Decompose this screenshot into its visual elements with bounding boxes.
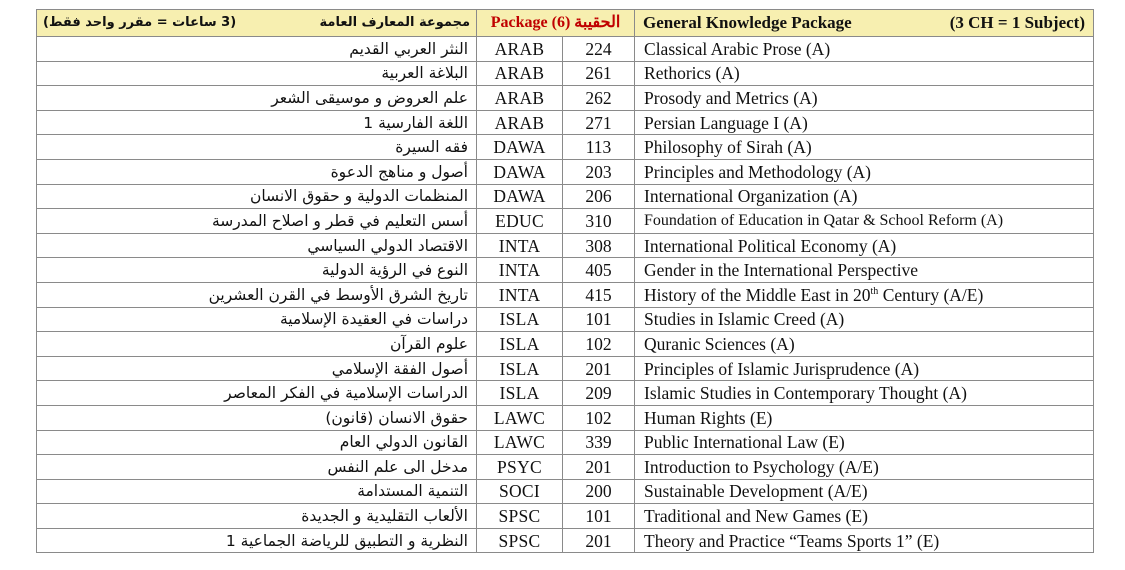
course-english-name: Human Rights (E) (635, 405, 1094, 430)
course-english-name: Philosophy of Sirah (A) (635, 135, 1094, 160)
course-english-name: Persian Language I (A) (635, 110, 1094, 135)
course-arabic-name: الألعاب التقليدية و الجديدة (37, 504, 477, 529)
course-number: 200 (563, 479, 635, 504)
course-number: 102 (563, 332, 635, 357)
course-number: 101 (563, 504, 635, 529)
course-table (36, 9, 1094, 553)
arabic-header-title: مجموعة المعارف العامة (319, 15, 470, 30)
course-number: 224 (563, 37, 635, 62)
course-arabic-name: النظرية و التطبيق للرياضة الجماعية 1 (37, 528, 477, 553)
course-number: 209 (563, 381, 635, 406)
course-code: SOCI (477, 479, 563, 504)
course-number: 201 (563, 356, 635, 381)
course-code: DAWA (477, 159, 563, 184)
course-code: INTA (477, 282, 563, 307)
course-number: 339 (563, 430, 635, 455)
course-arabic-name: دراسات في العقيدة الإسلامية (37, 307, 477, 332)
course-arabic-name: حقوق الانسان (قانون) (37, 405, 477, 430)
table-row (37, 332, 1094, 357)
course-english-name: Public International Law (E) (635, 430, 1094, 455)
english-header-title: General Knowledge Package (643, 13, 852, 32)
course-arabic-name: أصول الفقة الإسلامي (37, 356, 477, 381)
table-row (37, 135, 1094, 160)
table-row (37, 258, 1094, 283)
course-number: 405 (563, 258, 635, 283)
table-row (37, 37, 1094, 62)
course-code: ARAB (477, 110, 563, 135)
course-code: DAWA (477, 135, 563, 160)
course-arabic-name: التنمية المستدامة (37, 479, 477, 504)
course-number: 308 (563, 233, 635, 258)
table-row (37, 356, 1094, 381)
course-number: 262 (563, 86, 635, 111)
table-row (37, 61, 1094, 86)
course-english-name: Quranic Sciences (A) (635, 332, 1094, 357)
course-code: ARAB (477, 37, 563, 62)
course-arabic-name: علم العروض و موسيقى الشعر (37, 86, 477, 111)
course-code: ISLA (477, 381, 563, 406)
course-code: SPSC (477, 528, 563, 553)
course-code: INTA (477, 233, 563, 258)
arabic-header-cell (37, 10, 477, 37)
course-code: EDUC (477, 209, 563, 234)
course-code: LAWC (477, 405, 563, 430)
course-arabic-name: البلاغة العربية (37, 61, 477, 86)
course-english-name: Studies in Islamic Creed (A) (635, 307, 1094, 332)
course-english-name: International Political Economy (A) (635, 233, 1094, 258)
table-row (37, 479, 1094, 504)
course-english-name: Gender in the International Perspective (635, 258, 1094, 283)
course-english-name: Theory and Practice “Teams Sports 1” (E) (635, 528, 1094, 553)
course-english-name (635, 282, 1094, 307)
course-number: 201 (563, 528, 635, 553)
course-code: ISLA (477, 356, 563, 381)
package-header: Package (6) الحقيبة (477, 10, 635, 37)
course-english-name: Prosody and Metrics (A) (635, 86, 1094, 111)
table-row (37, 504, 1094, 529)
course-arabic-name: أسس التعليم في قطر و اصلاح المدرسة (37, 209, 477, 234)
course-number: 310 (563, 209, 635, 234)
course-english-name: Foundation of Education in Qatar & School Reform (A) (635, 209, 1094, 234)
table-row (37, 282, 1094, 307)
course-arabic-name: اللغة الفارسية 1 (37, 110, 477, 135)
table-row (37, 405, 1094, 430)
course-english-name-part: Century (A/E) (878, 284, 984, 305)
table-row (37, 184, 1094, 209)
table-row (37, 209, 1094, 234)
course-number: 206 (563, 184, 635, 209)
course-english-name: Rethorics (A) (635, 61, 1094, 86)
course-code: PSYC (477, 455, 563, 480)
table-row (37, 307, 1094, 332)
table-row (37, 528, 1094, 553)
course-arabic-name: النوع في الرؤية الدولية (37, 258, 477, 283)
course-arabic-name: علوم القرآن (37, 332, 477, 357)
course-arabic-name: أصول و مناهج الدعوة (37, 159, 477, 184)
table-row (37, 430, 1094, 455)
course-english-name: Islamic Studies in Contemporary Thought (A) (635, 381, 1094, 406)
course-english-name: Sustainable Development (A/E) (635, 479, 1094, 504)
table-row (37, 381, 1094, 406)
course-arabic-name: المنظمات الدولية و حقوق الانسان (37, 184, 477, 209)
course-code: ISLA (477, 332, 563, 357)
course-number: 201 (563, 455, 635, 480)
course-arabic-name: فقه السيرة (37, 135, 477, 160)
course-english-name: Traditional and New Games (E) (635, 504, 1094, 529)
table-row (37, 233, 1094, 258)
course-code: LAWC (477, 430, 563, 455)
course-english-name: Principles of Islamic Jurisprudence (A) (635, 356, 1094, 381)
arabic-header-note: (3 ساعات = مقرر واحد فقط) (43, 15, 237, 30)
course-number: 261 (563, 61, 635, 86)
table-header-row (37, 10, 1094, 37)
course-arabic-name: تاريخ الشرق الأوسط في القرن العشرين (37, 282, 477, 307)
table-row (37, 455, 1094, 480)
english-header-cell (635, 10, 1094, 37)
course-arabic-name: النثر العربي القديم (37, 37, 477, 62)
course-code: ARAB (477, 86, 563, 111)
table-row (37, 159, 1094, 184)
course-english-name: Classical Arabic Prose (A) (635, 37, 1094, 62)
course-code: ISLA (477, 307, 563, 332)
course-arabic-name: القانون الدولي العام (37, 430, 477, 455)
course-number: 113 (563, 135, 635, 160)
course-number: 203 (563, 159, 635, 184)
course-arabic-name: الدراسات الإسلامية في الفكر المعاصر (37, 381, 477, 406)
course-english-name-part: History of the Middle East in 20 (644, 284, 871, 305)
course-code: DAWA (477, 184, 563, 209)
course-code: INTA (477, 258, 563, 283)
course-english-name: Principles and Methodology (A) (635, 159, 1094, 184)
english-header-note: (3 CH = 1 Subject) (949, 13, 1086, 32)
course-arabic-name: الاقتصاد الدولي السياسي (37, 233, 477, 258)
course-number: 415 (563, 282, 635, 307)
course-code: ARAB (477, 61, 563, 86)
table-row (37, 86, 1094, 111)
ordinal-suffix: th (870, 285, 879, 297)
course-english-name: International Organization (A) (635, 184, 1094, 209)
table-row (37, 110, 1094, 135)
course-english-name: Introduction to Psychology (A/E) (635, 455, 1094, 480)
course-code: SPSC (477, 504, 563, 529)
course-number: 271 (563, 110, 635, 135)
course-arabic-name: مدخل الى علم النفس (37, 455, 477, 480)
course-number: 101 (563, 307, 635, 332)
course-number: 102 (563, 405, 635, 430)
